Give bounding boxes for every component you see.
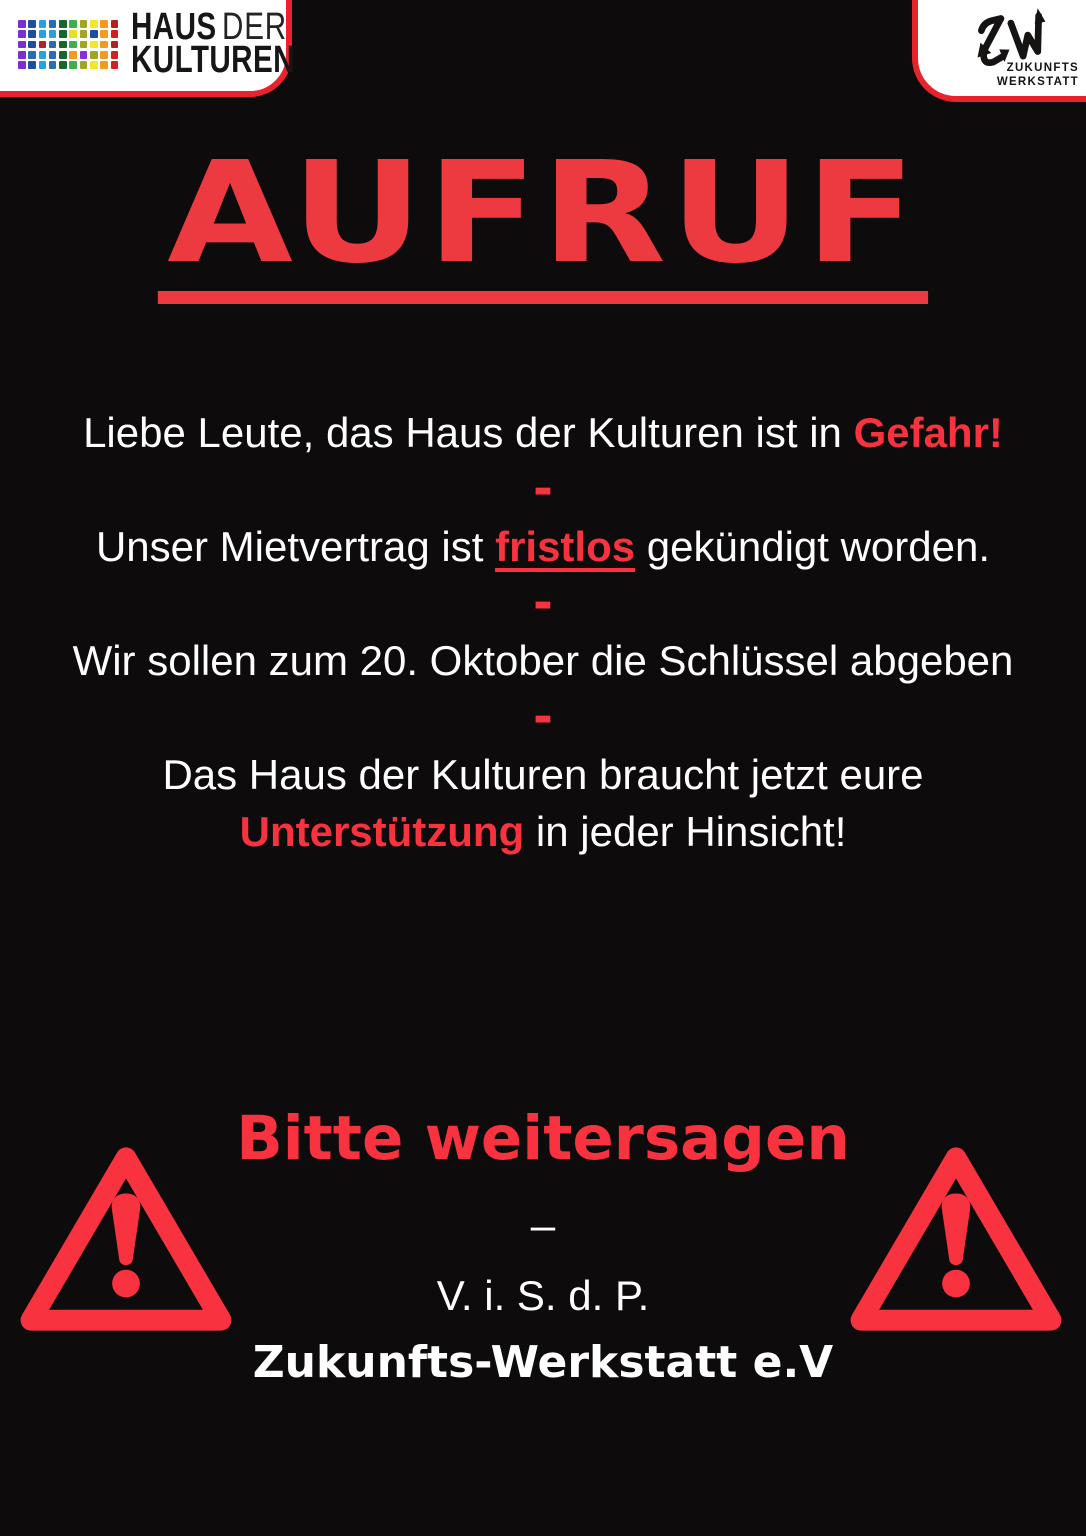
pixel-cell: [80, 51, 88, 59]
pixel-cell: [100, 41, 108, 49]
pixel-cell: [90, 41, 98, 49]
pixel-cell: [39, 51, 47, 59]
pixel-cell: [111, 61, 119, 69]
pixel-cell: [100, 30, 108, 38]
pixel-cell: [28, 20, 36, 28]
body-line-2: [0, 518, 1086, 575]
separator-dash-1: -: [533, 461, 553, 517]
body-line-2-text-after: gekündigt worden.: [635, 523, 991, 570]
body-line-1: [0, 404, 1086, 461]
body-line-2-text: Unser Mietvertrag ist: [95, 523, 496, 570]
pixel-cell: [69, 20, 77, 28]
footer-headline: Bitte weitersagen: [236, 1103, 850, 1174]
footer-dash: –: [530, 1201, 556, 1250]
pixel-cell: [49, 61, 57, 69]
pixel-cell: [90, 61, 98, 69]
pixel-cell: [18, 61, 26, 69]
pixel-cell: [18, 30, 26, 38]
pixel-cell: [18, 51, 26, 59]
body-line-5-accent: Unterstützung: [239, 808, 525, 855]
pixel-cell: [18, 20, 26, 28]
pixel-cell: [80, 61, 88, 69]
logo-word-haus: HAUS: [131, 6, 217, 48]
zukunfts-werkstatt-wordmark: [997, 62, 1079, 89]
pixel-cell: [100, 51, 108, 59]
pixel-cell: [59, 51, 67, 59]
logo-word-werkstatt: WERKSTATT: [996, 75, 1079, 88]
haus-der-kulturen-wordmark: [131, 6, 296, 81]
logo-word-zukunfts: ZUKUNFTS: [1006, 62, 1079, 74]
pixel-cell: [111, 51, 119, 59]
logo-word-der: DER: [222, 6, 288, 48]
body-line-1-text: Liebe Leute, das Haus der Kulturen ist in: [83, 409, 854, 456]
pixel-cell: [49, 20, 57, 28]
pixel-cell: [59, 30, 67, 38]
pixel-cell: [100, 20, 108, 28]
body-line-1-accent: Gefahr!: [853, 409, 1003, 456]
pixel-cell: [69, 41, 77, 49]
body-line-5: [0, 803, 1086, 860]
pixel-grid-icon: [18, 20, 118, 69]
pixel-cell: [111, 41, 119, 49]
pixel-cell: [28, 30, 36, 38]
pixel-cell: [28, 41, 36, 49]
pixel-cell: [18, 41, 26, 49]
pixel-cell: [49, 51, 57, 59]
body-text: [0, 404, 1086, 860]
pixel-cell: [90, 30, 98, 38]
pixel-cell: [39, 61, 47, 69]
separator-dash-3: -: [533, 689, 553, 745]
pixel-cell: [59, 41, 67, 49]
pixel-cell: [28, 61, 36, 69]
poster-title: AUFRUF: [158, 144, 929, 304]
zukunfts-werkstatt-logo: [912, 0, 1086, 102]
body-line-4: Das Haus der Kulturen braucht jetzt eure: [162, 751, 924, 798]
logo-word-kulturen: KULTUREN: [131, 39, 296, 81]
haus-der-kulturen-logo: [0, 0, 296, 97]
pixel-cell: [59, 20, 67, 28]
pixel-cell: [49, 41, 57, 49]
pixel-cell: [90, 20, 98, 28]
pixel-cell: [49, 30, 57, 38]
footer-org: Zukunfts-Werkstatt e.V: [252, 1337, 834, 1388]
pixel-cell: [39, 41, 47, 49]
pixel-cell: [80, 30, 88, 38]
separator-dash-2: -: [533, 575, 553, 631]
pixel-cell: [80, 20, 88, 28]
footer-visdp: V. i. S. d. P.: [436, 1272, 650, 1319]
pixel-cell: [100, 61, 108, 69]
pixel-cell: [111, 30, 119, 38]
warning-triangle-icon: [846, 1140, 1066, 1338]
pixel-cell: [59, 61, 67, 69]
body-line-3: Wir sollen zum 20. Oktober die Schlüssel abgeben: [72, 637, 1014, 684]
pixel-cell: [39, 30, 47, 38]
pixel-cell: [28, 51, 36, 59]
body-line-5-text: in jeder Hinsicht!: [524, 808, 847, 855]
pixel-cell: [90, 51, 98, 59]
pixel-cell: [111, 20, 119, 28]
pixel-cell: [80, 41, 88, 49]
pixel-cell: [69, 30, 77, 38]
body-line-2-accent: fristlos: [495, 523, 636, 570]
title-wrap: [0, 132, 1086, 304]
warning-triangle-icon: [16, 1140, 236, 1338]
pixel-cell: [69, 51, 77, 59]
pixel-cell: [69, 61, 77, 69]
pixel-cell: [39, 20, 47, 28]
